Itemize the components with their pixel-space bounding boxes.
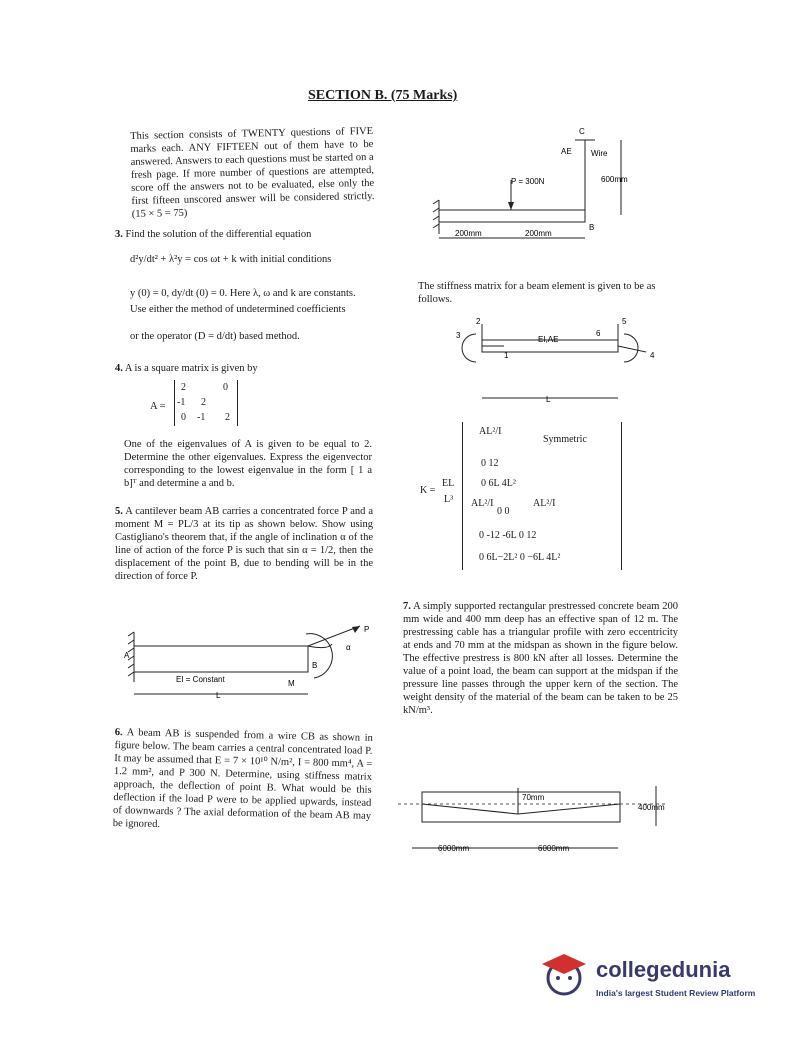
collegedunia-logo-icon <box>536 948 592 998</box>
question-4 <box>115 362 258 375</box>
q5-text: A cantilever beam AB carries a concentrated force P and a moment M = PL/3 at its tip as shown below. Show using Castigliano's theorem that, if the angle of inclination α of the line of action of the force P is such that sin α = 1/2, then the displacement of the point B, due to bending will be in the direction of force P. <box>115 506 373 582</box>
question-5 <box>115 505 373 583</box>
q6-text: A beam AB is suspended from a wire CB as shown in figure below. The beam carries a central concentrated load P. It may be assumed that E = 7 × 10¹⁰ N/m², I = 800 mm⁴, A = 1.2 mm², and P 300 N. Determine, using stiffness matrix approach, the deflection of point B. What would be this deflection if the load P were to be applied upwards, instead of downwards ? The axial deformation of the beam AB may be ignored. <box>112 727 373 831</box>
k-label: K = <box>420 485 436 496</box>
label-s2: 6000mm <box>538 844 570 853</box>
dof-6: 6 <box>596 329 601 338</box>
label-p: P <box>364 625 370 634</box>
k-row3: 0 6L 4L² <box>481 478 516 489</box>
beam <box>134 646 308 672</box>
beam-ab <box>439 210 585 222</box>
k-row2: 0 12 <box>481 458 499 469</box>
label-e: 70mm <box>522 793 545 802</box>
label-s1: 6000mm <box>438 844 470 853</box>
k-frac-den: L³ <box>444 494 454 505</box>
dof-3: 3 <box>456 331 461 340</box>
label-wire: Wire <box>591 149 608 158</box>
dof-4: 4 <box>650 351 655 360</box>
q3-conditions: y (0) = 0, dy/dt (0) = 0. Here λ, ω and k are constants. <box>130 288 356 299</box>
q6-number: 6. <box>114 726 123 739</box>
force-line <box>308 626 360 646</box>
label-ei-ae: EI,AE <box>538 335 559 344</box>
q4-text: One of the eigenvalues of A is given to be equal to 2. Determine the other eigenvalues. Express the eigenvector corresponding to the lowest eigenvalue in the form [ 1 a b]ᵀ and determine a and b. <box>124 439 372 489</box>
label-b: B <box>312 661 318 670</box>
intro-body: This section consists of TWENTY questions of FIVE marks each. ANY FIFTEEN out of them have to be answered. Answers to each questions must be started on a fresh page. If more number of questions are attempted, score off the answers not to be evaluated, else only the first fifteen unscored answer will be considered strictly. <box>130 125 375 207</box>
force-arrowhead <box>352 626 360 633</box>
q3-number: 3. <box>115 229 123 240</box>
question-7 <box>403 600 678 717</box>
load-arrowhead <box>508 202 514 210</box>
label-m: M <box>288 679 295 688</box>
q7-prestressed-beam-figure <box>398 780 688 860</box>
intro-marks: (15 × 5 = 75) <box>131 207 188 220</box>
beam-element-figure <box>450 312 660 408</box>
m-31: 0 <box>181 412 186 423</box>
q4-line1: A is a square matrix is given by <box>124 363 258 374</box>
moment-arc <box>306 634 332 678</box>
label-ei: EI = Constant <box>176 675 225 684</box>
m-32: -1 <box>197 412 206 423</box>
q3-line4: Use either the method of undetermined coefficients <box>130 304 346 315</box>
m-11: 2 <box>181 382 186 393</box>
k-row4c: AL²/I <box>533 498 556 509</box>
k-frac-num: EL <box>442 478 455 489</box>
q7-number: 7. <box>403 601 411 612</box>
q3-line5: or the operator (D = d/dt) based method. <box>130 331 300 342</box>
dof-5: 5 <box>622 317 627 326</box>
k-row6: 0 6L−2L² 0 −6L 4L² <box>479 552 561 563</box>
m-21: -1 <box>177 397 186 408</box>
label-c: C <box>579 127 585 136</box>
q3-line1: Find the solution of the differential equation <box>125 229 312 240</box>
question-3 <box>115 228 375 241</box>
q3-equation: d²y/dt² + λ²y = cos ωt + k with initial conditions <box>130 254 332 265</box>
q7-text: A simply supported rectangular prestressed concrete beam 200 mm wide and 400 mm deep has an effective span of 12 m. The prestressing cable has a triangular profile with zero eccentricity at ends and 70 mm at the midspan as shown in the figure below. The effective prestress is 800 kN after all losses. Determine the value of a point load, the beam can support at the midspan if the pressure line passes through the upper kern of the section. The weight density of the material of the beam can be taken to be 25 kN/m³. <box>403 601 679 716</box>
label-d1: 200mm <box>455 229 482 238</box>
q4-matrix-label: A = <box>150 401 166 412</box>
label-a: A <box>124 651 130 660</box>
cable-profile <box>422 804 620 814</box>
m-33: 2 <box>225 412 230 423</box>
k-row4b: 0 0 <box>497 506 510 517</box>
k-row4a: AL²/I <box>471 498 494 509</box>
label-ae: AE <box>561 147 572 156</box>
dof-2: 2 <box>476 317 481 326</box>
k-row1: AL²/I <box>479 426 502 437</box>
logo-name: collegedunia <box>596 957 731 982</box>
intro-text <box>130 125 375 221</box>
label-alpha: α <box>346 643 351 652</box>
m-22: 2 <box>201 397 206 408</box>
label-l: L <box>216 691 221 700</box>
dof-1: 1 <box>504 351 509 360</box>
stiffness-intro: The stiffness matrix for a beam element is given to be as follows. <box>418 281 656 305</box>
m-13: 0 <box>223 382 228 393</box>
k-symmetric: Symmetric <box>543 434 587 445</box>
label-d2: 200mm <box>525 229 552 238</box>
q5-number: 5. <box>115 506 123 517</box>
question-6 <box>113 726 373 836</box>
q4-matrix <box>174 380 238 426</box>
label-d: 400mm <box>638 803 665 812</box>
label-l: L <box>546 395 551 404</box>
q6-beam-wire-figure <box>425 120 665 255</box>
k-row5: 0 -12 -6L 0 12 <box>479 530 537 541</box>
section-title: SECTION B. (75 Marks) <box>308 88 458 103</box>
left-rotation-arc <box>462 334 476 362</box>
label-h: 600mm <box>601 175 628 184</box>
k-matrix <box>462 422 622 570</box>
q4-number: 4. <box>115 363 123 374</box>
left-support <box>433 200 439 234</box>
q5-cantilever-figure <box>118 620 378 710</box>
label-p: P = 300N <box>511 177 545 186</box>
logo-tagline: India's largest Student Review Platform <box>596 988 756 998</box>
label-b: B <box>589 223 595 232</box>
